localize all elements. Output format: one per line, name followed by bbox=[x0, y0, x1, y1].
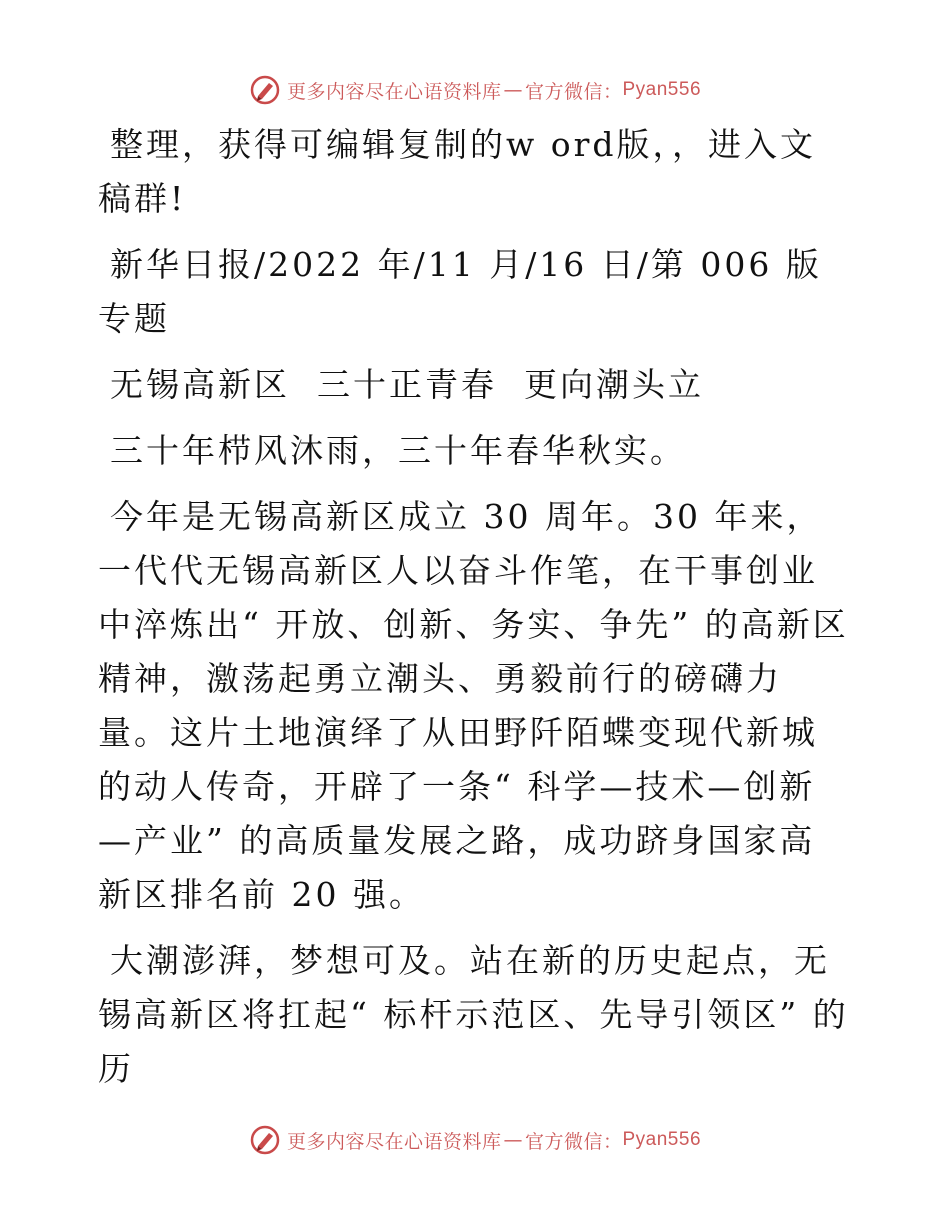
header-watermark bbox=[0, 70, 950, 110]
document-body bbox=[98, 118, 850, 1108]
watermark-wechat-label: 官方微信： bbox=[524, 80, 623, 103]
watermark-wechat-id: Pyan556 bbox=[622, 1129, 702, 1150]
paragraph-body-1: 今年是无锡高新区成立 30 周年。30 年来，一代代无锡高新区人以奋斗作笔，在干事创业中淬炼出“ 开放、创新、务实、争先” 的高新区精神，激荡起勇立潮头、勇毅前行的磅礴力量。这片土地演绎了从田野阡陌蝶变现代新城的动人传奇，开辟了一条“ 科学—技术—创新—产业” 的高质量发展之路，成功跻身国家高新区排名前 20 强。 bbox=[98, 497, 849, 914]
seal-pen-icon bbox=[249, 74, 281, 106]
watermark-wechat-id: Pyan556 bbox=[622, 79, 702, 100]
watermark-dash: — bbox=[503, 79, 523, 101]
seal-pen-icon bbox=[249, 1124, 281, 1156]
paragraph-intro-note: 整理，获得可编辑复制的w ord版，，进入文稿群! bbox=[98, 125, 817, 218]
paragraph-body-2: 大潮澎湃，梦想可及。站在新的历史起点，无锡高新区将扛起“ 标杆示范区、先导引领区” 的历 bbox=[98, 941, 849, 1088]
watermark-main-text: 更多内容尽在心语资料库 bbox=[286, 1130, 502, 1153]
watermark-wechat-label: 官方微信： bbox=[524, 1130, 623, 1153]
paragraph-headline: 无锡高新区 三十正青春 更向潮头立 bbox=[110, 365, 704, 404]
watermark-dash: — bbox=[503, 1129, 523, 1151]
paragraph-lead: 三十年栉风沐雨，三十年春华秋实。 bbox=[110, 431, 686, 470]
paragraph-source-line: 新华日报/2022 年/11 月/16 日/第 006 版专题 bbox=[98, 245, 822, 338]
watermark-main-text: 更多内容尽在心语资料库 bbox=[286, 80, 502, 103]
footer-watermark bbox=[0, 1120, 950, 1160]
